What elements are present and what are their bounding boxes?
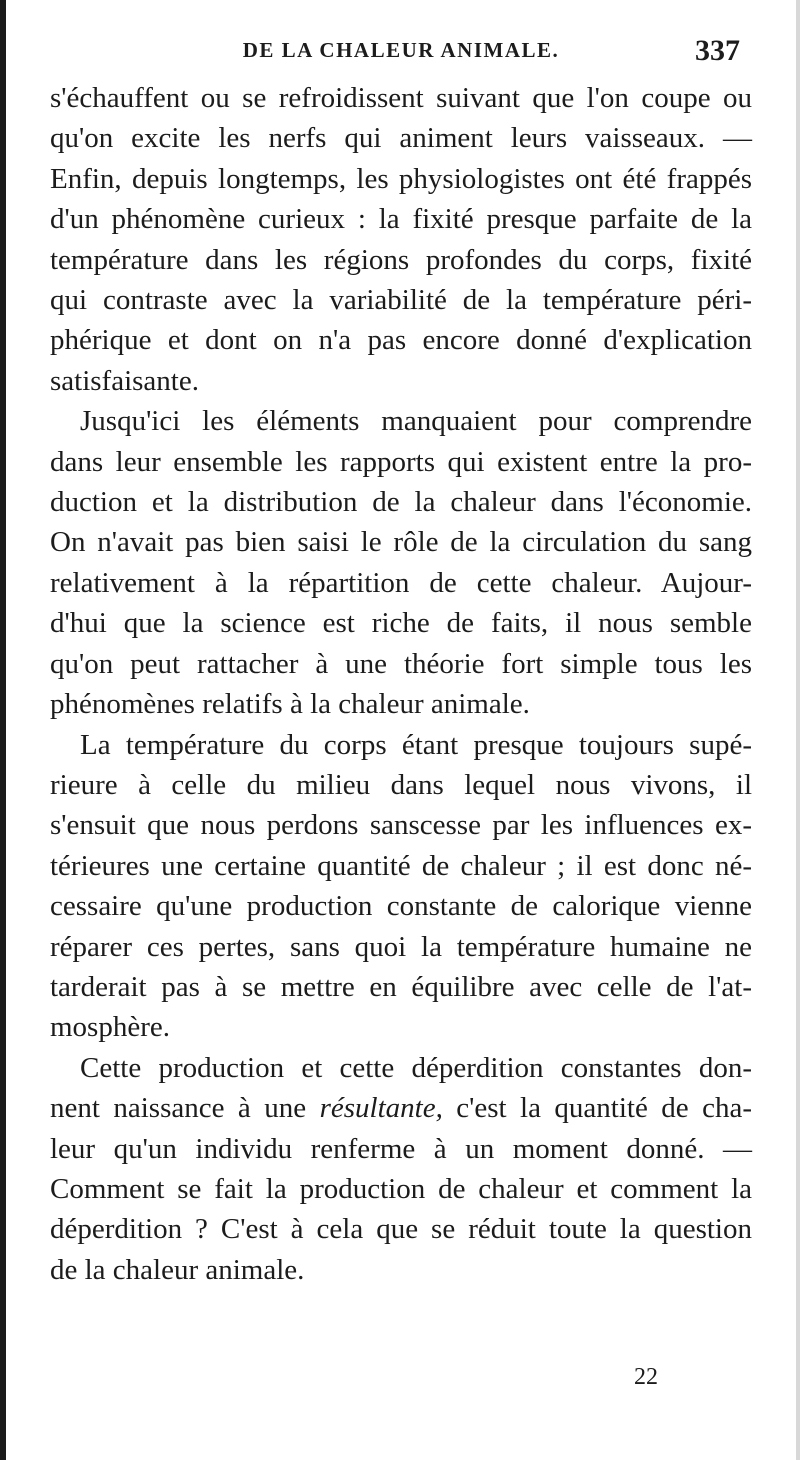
text-line: d'hui que la science est riche de faits, il nous semble — [50, 607, 752, 640]
text-line: cessaire qu'une production constante de calorique vienne — [50, 890, 752, 923]
text-line: duction et la distribution de la chaleur dans l'économie. — [50, 486, 752, 519]
text-segment: c'est la quantité de cha- — [442, 1092, 752, 1125]
text-line: phénomènes relatifs à la chaleur animale. — [50, 688, 530, 721]
text-line: de la chaleur animale. — [50, 1253, 305, 1286]
text-line: phérique et dont on n'a pas encore donné d'explication — [50, 324, 752, 357]
text-line: Comment se fait la production de chaleur et comment la — [50, 1172, 752, 1205]
text-line: rieure à celle du milieu dans lequel nous vivons, il — [50, 768, 752, 801]
text-line-with-emphasis — [50, 1088, 752, 1128]
text-line: Cette production et cette déperdition constantes don- — [80, 1051, 752, 1084]
text-line: déperdition ? C'est à cela que se réduit toute la question — [50, 1213, 752, 1246]
paragraph-4 — [50, 1048, 752, 1290]
paragraph-1 — [50, 78, 752, 401]
text-line: qu'on excite les nerfs qui animent leurs vaisseaux. — — [50, 122, 752, 155]
emphasized-term: résultante, — [319, 1092, 443, 1125]
text-line: dans leur ensemble les rapports qui existent entre la pro- — [50, 445, 752, 478]
running-title: DE LA CHALEUR ANIMALE. — [242, 38, 560, 62]
text-line: réparer ces pertes, sans quoi la température humaine ne — [50, 930, 752, 963]
text-line: Enfin, depuis longtemps, les physiologistes ont été frappés — [50, 162, 752, 195]
running-head — [50, 36, 752, 72]
text-line: satisfaisante. — [50, 364, 199, 397]
text-line: relativement à la répartition de cette chaleur. Aujour- — [50, 566, 752, 599]
text-line: térieures une certaine quantité de chaleur ; il est donc né- — [50, 849, 752, 882]
text-line: qu'on peut rattacher à une théorie fort simple tous les — [50, 647, 752, 680]
signature-mark: 22 — [634, 1364, 658, 1390]
body-text — [50, 78, 752, 1290]
text-line: leur qu'un individu renferme à un moment donné. — — [50, 1132, 752, 1165]
text-line: d'un phénomène curieux : la fixité presque parfaite de la — [50, 203, 752, 236]
text-line: tarderait pas à se mettre en équilibre avec celle de l'at- — [50, 970, 752, 1003]
text-line: On n'avait pas bien saisi le rôle de la circulation du sang — [50, 526, 752, 559]
text-line: s'échauffent ou se refroidissent suivant que l'on coupe ou — [50, 82, 752, 114]
text-line: s'ensuit que nous perdons sanscesse par les influences ex- — [50, 809, 752, 842]
page-number: 337 — [695, 34, 740, 67]
text-line: température dans les régions profondes du corps, fixité — [50, 243, 752, 276]
paragraph-3 — [50, 725, 752, 1048]
text-line: qui contraste avec la variabilité de la température péri- — [50, 284, 752, 317]
paragraph-2 — [50, 401, 752, 724]
text-line: Jusqu'ici les éléments manquaient pour comprendre — [80, 405, 752, 438]
text-line: La température du corps étant presque toujours supé- — [80, 728, 752, 761]
text-line: mosphère. — [50, 1011, 170, 1044]
text-segment: nent naissance à une — [50, 1092, 320, 1125]
